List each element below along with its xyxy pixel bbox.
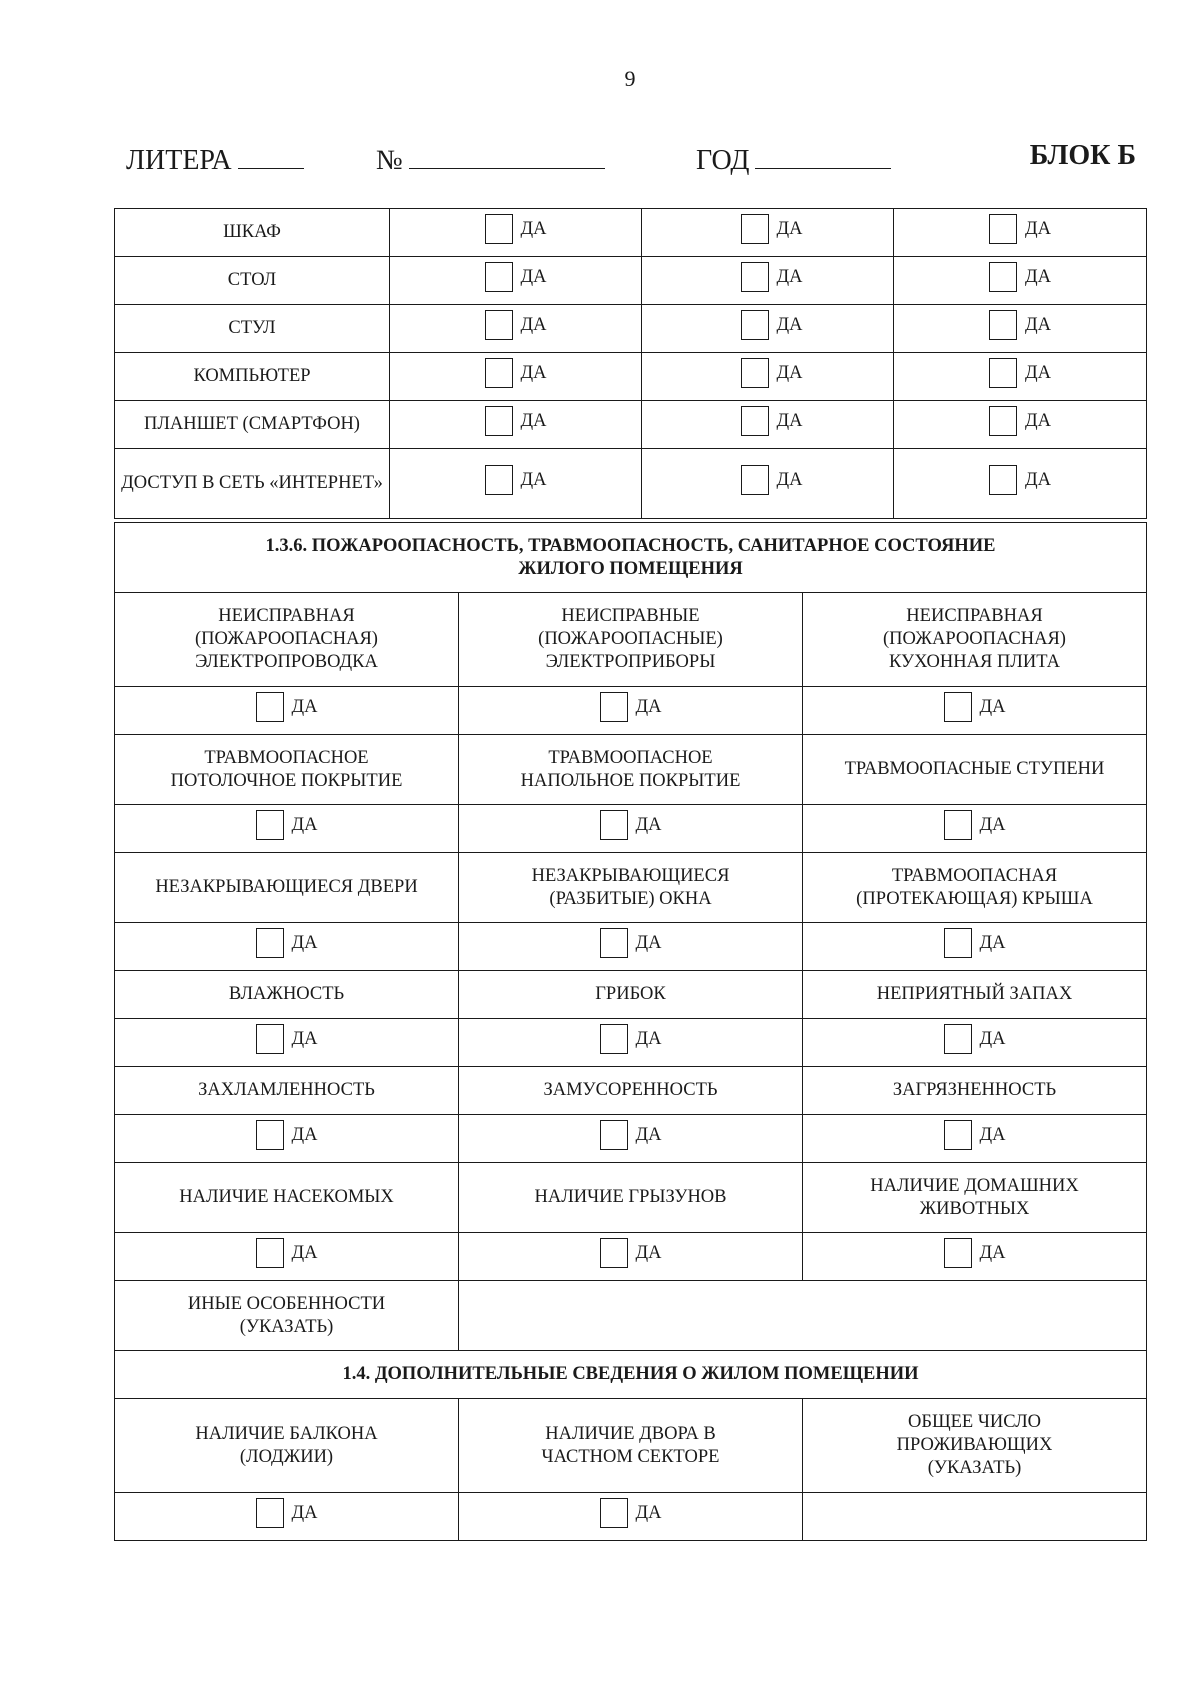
equipment-yes-cell xyxy=(642,209,894,257)
yes-option xyxy=(600,1024,662,1054)
yes-label: ДА xyxy=(1025,410,1051,431)
equipment-label: ПЛАНШЕТ (СМАРТФОН) xyxy=(115,401,390,449)
equipment-yes-cell xyxy=(642,401,894,449)
yes-option xyxy=(600,692,662,722)
yes-label: ДА xyxy=(979,814,1006,835)
yes-checkbox[interactable] xyxy=(600,928,628,958)
yes-option xyxy=(944,692,1006,722)
yes-label: ДА xyxy=(291,696,318,717)
yes-checkbox[interactable] xyxy=(256,1024,284,1054)
yes-checkbox[interactable] xyxy=(485,310,513,340)
yes-option xyxy=(256,692,318,722)
equipment-row xyxy=(115,305,1147,353)
hazard-yes-row xyxy=(115,1019,1147,1067)
yes-checkbox[interactable] xyxy=(600,692,628,722)
yes-option xyxy=(944,1120,1006,1150)
hazard-yes-row xyxy=(115,805,1147,853)
hazard-yes-cell xyxy=(115,1019,459,1067)
hazard-label-row xyxy=(115,735,1147,805)
yes-label: ДА xyxy=(635,696,662,717)
equipment-yes-cell xyxy=(642,353,894,401)
hazard-yes-row xyxy=(115,1233,1147,1281)
yes-option xyxy=(944,1238,1006,1268)
yes-checkbox[interactable] xyxy=(741,310,769,340)
yes-checkbox[interactable] xyxy=(600,1498,628,1528)
yes-checkbox[interactable] xyxy=(485,214,513,244)
yes-option xyxy=(256,928,318,958)
yes-checkbox[interactable] xyxy=(485,465,513,495)
equipment-yes-cell xyxy=(642,257,894,305)
yes-option xyxy=(256,1024,318,1054)
equipment-yes-cell xyxy=(642,449,894,519)
hazard-yes-cell xyxy=(459,687,803,735)
yes-checkbox[interactable] xyxy=(485,262,513,292)
residents-label: ОБЩЕЕ ЧИСЛО ПРОЖИВАЮЩИХ (УКАЗАТЬ) xyxy=(803,1399,1147,1493)
yes-option xyxy=(485,465,547,495)
number-label: № xyxy=(376,145,403,176)
yes-label: ДА xyxy=(1025,314,1051,335)
yes-option xyxy=(741,214,803,244)
yes-checkbox[interactable] xyxy=(256,928,284,958)
equipment-yes-cell xyxy=(390,449,642,519)
yes-checkbox[interactable] xyxy=(600,1120,628,1150)
yes-label: ДА xyxy=(635,814,662,835)
yes-label: ДА xyxy=(520,362,547,383)
condition-table xyxy=(114,522,1147,1541)
equipment-row xyxy=(115,353,1147,401)
yes-checkbox[interactable] xyxy=(256,1120,284,1150)
yes-label: ДА xyxy=(520,266,547,287)
hazard-yes-cell xyxy=(115,923,459,971)
equipment-yes-cell xyxy=(642,305,894,353)
yes-option xyxy=(485,406,547,436)
yes-label: ДА xyxy=(520,314,547,335)
yes-option xyxy=(741,310,803,340)
equipment-yes-cell xyxy=(390,401,642,449)
hazard-yes-cell xyxy=(115,1115,459,1163)
yes-option xyxy=(485,262,547,292)
yes-label: ДА xyxy=(776,218,803,239)
hazard-label: ЗАМУСОРЕННОСТЬ xyxy=(459,1067,803,1115)
hazard-label: НЕИСПРАВНЫЕ (ПОЖАРООПАСНЫЕ) ЭЛЕКТРОПРИБОРЫ xyxy=(459,593,803,687)
additional-yes-row xyxy=(115,1493,1147,1541)
yes-label: ДА xyxy=(291,932,318,953)
section-14-title: 1.4. ДОПОЛНИТЕЛЬНЫЕ СВЕДЕНИЯ О ЖИЛОМ ПОМЕЩЕНИИ xyxy=(115,1351,1147,1399)
balcony-yes-cell xyxy=(115,1493,459,1541)
yes-checkbox[interactable] xyxy=(944,1024,972,1054)
hazard-label: НАЛИЧИЕ НАСЕКОМЫХ xyxy=(115,1163,459,1233)
yes-option xyxy=(989,214,1051,244)
other-features-label: ИНЫЕ ОСОБЕННОСТИ (УКАЗАТЬ) xyxy=(115,1281,459,1351)
yes-option xyxy=(600,1120,662,1150)
yes-checkbox[interactable] xyxy=(944,1120,972,1150)
equipment-yes-cell xyxy=(390,257,642,305)
hazard-label: ТРАВМООПАСНОЕ НАПОЛЬНОЕ ПОКРЫТИЕ xyxy=(459,735,803,805)
hazard-label: НЕИСПРАВНАЯ (ПОЖАРООПАСНАЯ) КУХОННАЯ ПЛИТА xyxy=(803,593,1147,687)
yes-checkbox[interactable] xyxy=(600,1238,628,1268)
yes-option xyxy=(485,214,547,244)
yes-checkbox[interactable] xyxy=(989,262,1017,292)
yes-option xyxy=(600,1238,662,1268)
yes-option xyxy=(944,928,1006,958)
yes-label: ДА xyxy=(979,1124,1006,1145)
equipment-row xyxy=(115,257,1147,305)
other-features-row xyxy=(115,1281,1147,1351)
yes-label: ДА xyxy=(635,1124,662,1145)
yes-option xyxy=(600,810,662,840)
yes-checkbox[interactable] xyxy=(944,810,972,840)
equipment-row xyxy=(115,401,1147,449)
hazard-yes-cell xyxy=(803,1115,1147,1163)
yes-label: ДА xyxy=(635,932,662,953)
section-136-title-row xyxy=(115,523,1147,593)
yes-label: ДА xyxy=(979,1028,1006,1049)
hazard-label: НЕИСПРАВНАЯ (ПОЖАРООПАСНАЯ) ЭЛЕКТРОПРОВОДКА xyxy=(115,593,459,687)
hazard-label-row xyxy=(115,1163,1147,1233)
hazard-yes-cell xyxy=(803,1019,1147,1067)
yes-option xyxy=(989,262,1051,292)
hazard-yes-cell xyxy=(459,805,803,853)
hazard-yes-cell xyxy=(803,687,1147,735)
equipment-label: ДОСТУП В СЕТЬ «ИНТЕРНЕТ» xyxy=(115,449,390,519)
yes-checkbox[interactable] xyxy=(989,310,1017,340)
yes-option xyxy=(741,465,803,495)
yes-label: ДА xyxy=(1025,362,1051,383)
hazard-yes-cell xyxy=(459,923,803,971)
hazard-label: НЕЗАКРЫВАЮЩИЕСЯ ДВЕРИ xyxy=(115,853,459,923)
yes-option xyxy=(741,358,803,388)
equipment-yes-cell xyxy=(894,257,1147,305)
yes-option xyxy=(989,465,1051,495)
hazard-label-row xyxy=(115,1067,1147,1115)
yes-option xyxy=(741,406,803,436)
yes-checkbox[interactable] xyxy=(741,262,769,292)
yes-option xyxy=(989,406,1051,436)
hazard-yes-cell xyxy=(459,1233,803,1281)
yes-option xyxy=(989,310,1051,340)
equipment-yes-cell xyxy=(894,353,1147,401)
page-number: 9 xyxy=(624,66,636,91)
section-14-title-row xyxy=(115,1351,1147,1399)
number-field xyxy=(376,140,605,177)
balcony-label: НАЛИЧИЕ БАЛКОНА (ЛОДЖИИ) xyxy=(115,1399,459,1493)
equipment-yes-cell xyxy=(894,449,1147,519)
number-input-line[interactable] xyxy=(409,140,605,169)
yes-label: ДА xyxy=(776,266,803,287)
hazard-yes-row xyxy=(115,1115,1147,1163)
block-label: БЛОК Б xyxy=(1029,140,1136,171)
yes-label: ДА xyxy=(776,362,803,383)
hazard-label: ТРАВМООПАСНЫЕ СТУПЕНИ xyxy=(803,735,1147,805)
yes-checkbox[interactable] xyxy=(741,214,769,244)
equipment-yes-cell xyxy=(390,305,642,353)
yes-label: ДА xyxy=(979,932,1006,953)
yard-yes-cell xyxy=(459,1493,803,1541)
yes-checkbox[interactable] xyxy=(741,406,769,436)
additional-label-row xyxy=(115,1399,1147,1493)
yes-checkbox[interactable] xyxy=(989,406,1017,436)
equipment-yes-cell xyxy=(390,209,642,257)
hazard-yes-cell xyxy=(115,687,459,735)
equipment-yes-cell xyxy=(894,401,1147,449)
hazard-label: ТРАВМООПАСНОЕ ПОТОЛОЧНОЕ ПОКРЫТИЕ xyxy=(115,735,459,805)
equipment-row xyxy=(115,449,1147,519)
yes-checkbox[interactable] xyxy=(989,214,1017,244)
yes-label: ДА xyxy=(520,218,547,239)
yes-label: ДА xyxy=(776,410,803,431)
yes-option xyxy=(600,928,662,958)
form-header xyxy=(126,140,1136,180)
yes-label: ДА xyxy=(635,1242,662,1263)
hazard-label: НАЛИЧИЕ ГРЫЗУНОВ xyxy=(459,1163,803,1233)
yes-checkbox[interactable] xyxy=(989,358,1017,388)
hazard-yes-cell xyxy=(803,805,1147,853)
equipment-yes-cell xyxy=(894,305,1147,353)
yes-option xyxy=(600,1498,662,1528)
litera-label: ЛИТЕРА xyxy=(126,145,232,176)
equipment-label: СТОЛ xyxy=(115,257,390,305)
hazard-label: ВЛАЖНОСТЬ xyxy=(115,971,459,1019)
hazard-yes-cell xyxy=(459,1019,803,1067)
yes-label: ДА xyxy=(291,1028,318,1049)
yes-label: ДА xyxy=(291,1124,318,1145)
hazard-yes-cell xyxy=(115,1233,459,1281)
litera-field xyxy=(126,140,304,177)
yes-label: ДА xyxy=(635,1502,662,1523)
hazard-label-row xyxy=(115,593,1147,687)
yes-checkbox[interactable] xyxy=(256,1498,284,1528)
yes-checkbox[interactable] xyxy=(600,1024,628,1054)
yard-label: НАЛИЧИЕ ДВОРА В ЧАСТНОМ СЕКТОРЕ xyxy=(459,1399,803,1493)
equipment-table xyxy=(114,208,1147,519)
year-input-line[interactable] xyxy=(755,140,891,169)
yes-option xyxy=(256,1498,318,1528)
yes-checkbox[interactable] xyxy=(741,358,769,388)
yes-option xyxy=(989,358,1051,388)
litera-input-line[interactable] xyxy=(238,140,304,169)
hazard-yes-cell xyxy=(115,805,459,853)
yes-option xyxy=(485,310,547,340)
hazard-yes-row xyxy=(115,923,1147,971)
year-label: ГОД xyxy=(696,145,750,176)
yes-option xyxy=(741,262,803,292)
yes-checkbox[interactable] xyxy=(485,406,513,436)
hazard-yes-row xyxy=(115,687,1147,735)
hazard-label: НЕЗАКРЫВАЮЩИЕСЯ (РАЗБИТЫЕ) ОКНА xyxy=(459,853,803,923)
yes-option xyxy=(256,1238,318,1268)
yes-checkbox[interactable] xyxy=(944,928,972,958)
hazard-label: ТРАВМООПАСНАЯ (ПРОТЕКАЮЩАЯ) КРЫША xyxy=(803,853,1147,923)
hazard-label-row xyxy=(115,971,1147,1019)
yes-checkbox[interactable] xyxy=(944,692,972,722)
hazard-label: ЗАХЛАМЛЕННОСТЬ xyxy=(115,1067,459,1115)
yes-label: ДА xyxy=(1025,469,1051,490)
equipment-row xyxy=(115,209,1147,257)
yes-label: ДА xyxy=(520,410,547,431)
yes-label: ДА xyxy=(635,1028,662,1049)
hazard-label: НЕПРИЯТНЫЙ ЗАПАХ xyxy=(803,971,1147,1019)
yes-label: ДА xyxy=(291,1242,318,1263)
equipment-yes-cell xyxy=(894,209,1147,257)
yes-checkbox[interactable] xyxy=(741,465,769,495)
yes-option xyxy=(944,810,1006,840)
hazard-label: ЗАГРЯЗНЕННОСТЬ xyxy=(803,1067,1147,1115)
equipment-yes-cell xyxy=(390,353,642,401)
yes-checkbox[interactable] xyxy=(256,692,284,722)
other-features-input[interactable] xyxy=(459,1281,1147,1351)
yes-checkbox[interactable] xyxy=(485,358,513,388)
yes-label: ДА xyxy=(291,1502,318,1523)
yes-label: ДА xyxy=(776,469,803,490)
residents-count-input[interactable] xyxy=(803,1493,1147,1541)
year-field xyxy=(696,140,891,177)
hazard-label: ГРИБОК xyxy=(459,971,803,1019)
hazard-label-row xyxy=(115,853,1147,923)
hazard-yes-cell xyxy=(803,1233,1147,1281)
hazard-yes-cell xyxy=(803,923,1147,971)
yes-checkbox[interactable] xyxy=(600,810,628,840)
equipment-label: ШКАФ xyxy=(115,209,390,257)
yes-label: ДА xyxy=(291,814,318,835)
yes-checkbox[interactable] xyxy=(989,465,1017,495)
yes-label: ДА xyxy=(776,314,803,335)
yes-label: ДА xyxy=(1025,218,1051,239)
yes-checkbox[interactable] xyxy=(256,810,284,840)
hazard-yes-cell xyxy=(459,1115,803,1163)
yes-checkbox[interactable] xyxy=(256,1238,284,1268)
yes-option xyxy=(256,1120,318,1150)
yes-option xyxy=(485,358,547,388)
section-136-title: 1.3.6. ПОЖАРООПАСНОСТЬ, ТРАВМООПАСНОСТЬ, САНИТАРНОЕ СОСТОЯНИЕ ЖИЛОГО ПОМЕЩЕНИЯ xyxy=(115,523,1147,593)
hazard-label: НАЛИЧИЕ ДОМАШНИХ ЖИВОТНЫХ xyxy=(803,1163,1147,1233)
yes-label: ДА xyxy=(979,1242,1006,1263)
yes-label: ДА xyxy=(1025,266,1051,287)
yes-label: ДА xyxy=(520,469,547,490)
yes-option xyxy=(256,810,318,840)
yes-checkbox[interactable] xyxy=(944,1238,972,1268)
equipment-label: КОМПЬЮТЕР xyxy=(115,353,390,401)
yes-option xyxy=(944,1024,1006,1054)
yes-label: ДА xyxy=(979,696,1006,717)
equipment-label: СТУЛ xyxy=(115,305,390,353)
